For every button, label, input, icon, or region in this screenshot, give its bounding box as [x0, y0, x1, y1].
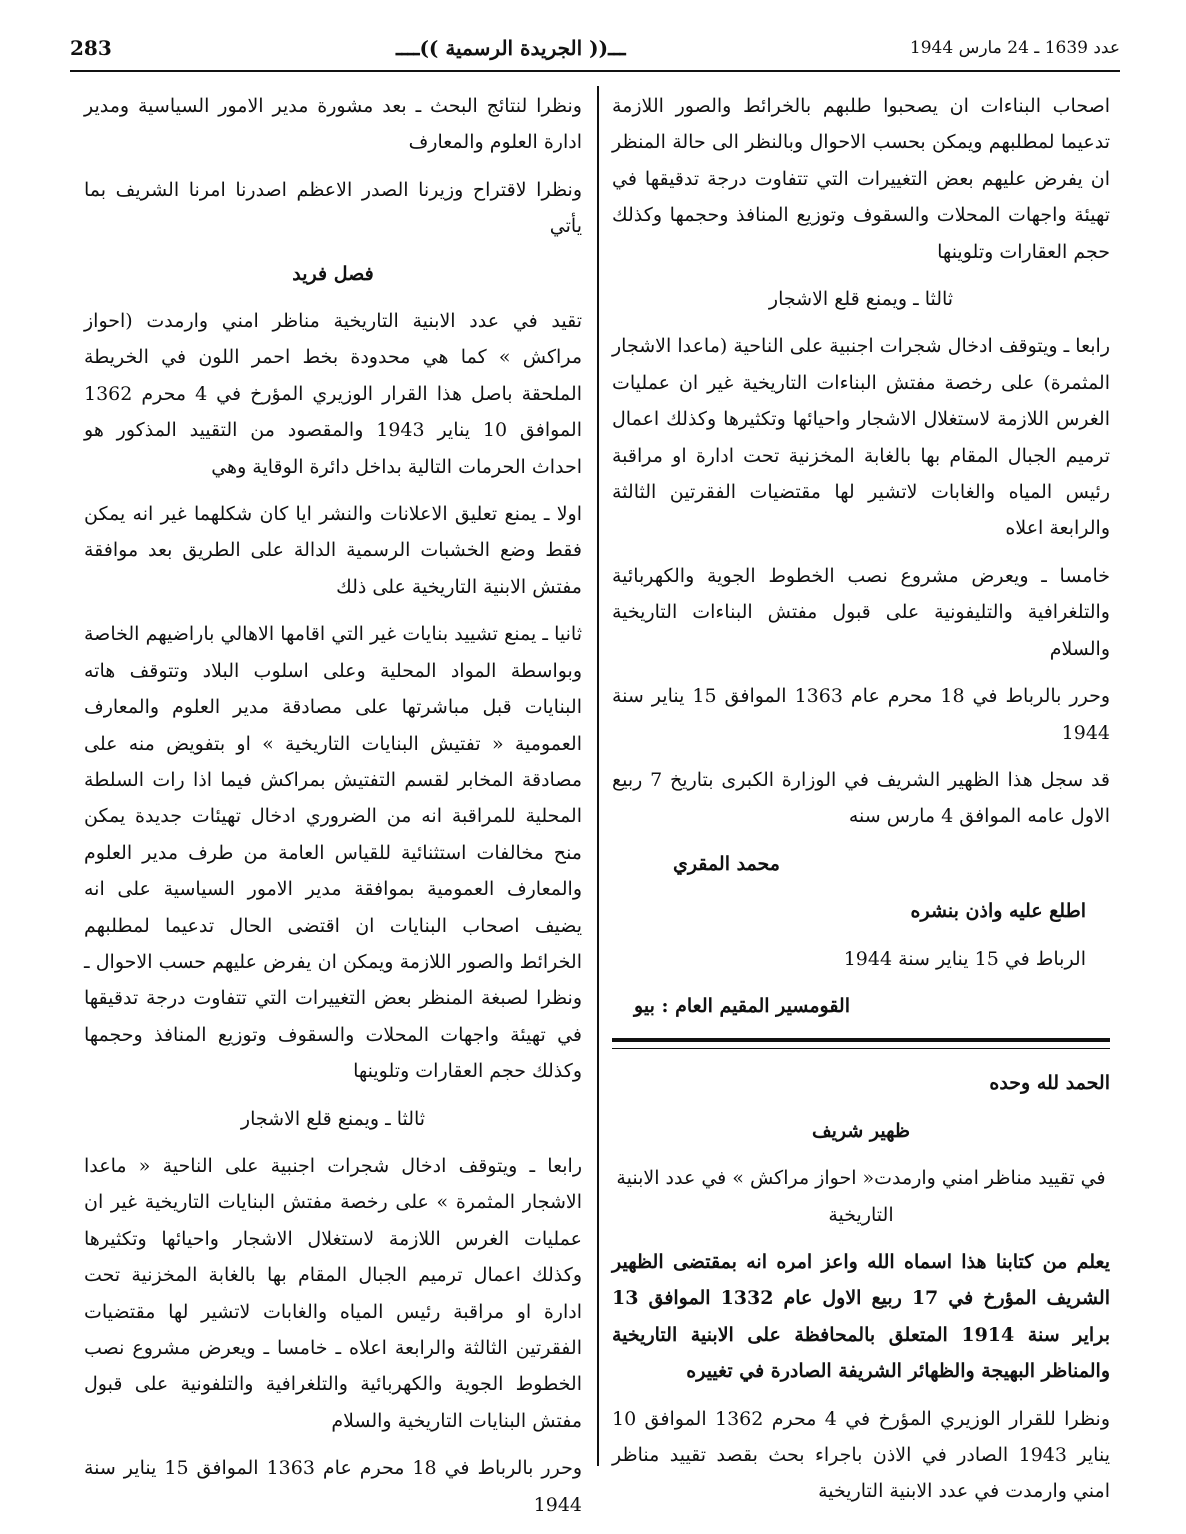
left-column	[84, 88, 582, 1534]
approval-line: اطلع عليه واذن بنشره	[910, 900, 1086, 923]
signature: محمد المقري	[672, 852, 780, 875]
paragraph: يعلم من كتابنا هذا اسماه الله واعز امره انه بمقتضى الظهير الشريف المؤرخ في 17 ربيع الاول عام 1332 الموافق 13 براير سنة 1914 المتعلق بالمحافظة على الابنية التاريخية والمناظر البهيجة والظهائر الشريفة الصادرة في تغييره	[612, 1250, 1110, 1383]
paragraph: ونظرا للقرار الوزيري المؤرخ في 4 محرم 1362 الموافق 10 يناير 1943 الصادر في الاذن باجراء بحث بقصد تقييد مناظر امني وارمدت في عدد الابنية التاريخية	[612, 1407, 1110, 1503]
resident-general: القومسير المقيم العام : بيو	[634, 994, 850, 1017]
page-header	[70, 28, 1120, 68]
approval-date: الرباط في 15 يناير سنة 1944	[843, 947, 1086, 970]
paragraph: تقيد في عدد الابنية التاريخية مناظر امني وارمدت (احواز مراكش » كما هي محدودة بخط احمر اللون في الخريطة الملحقة باصل هذا القرار الوزيري المؤرخ في 4 محرم 1362 الموافق 10 يناير 1943 والمقصود من التقييد المذكور هو احداث الحرمات التالية بداخل دائرة الوقاية وهي	[84, 310, 582, 478]
gazette-title: ـــ(( الجريدة الرسمية ))ــــ	[396, 36, 626, 60]
section-rule	[612, 1038, 1110, 1049]
paragraph: وحرر بالرباط في 18 محرم عام 1363 الموافق 15 يناير سنة 1944	[84, 1457, 582, 1516]
dahir-subtitle: في تقييد مناظر امني وارمدت« احواز مراكش » في عدد الابنية التاريخية	[616, 1167, 1106, 1226]
header-rule	[70, 70, 1120, 72]
paragraph: وحرر بالرباط في 18 محرم عام 1363 الموافق 15 يناير سنة 1944	[612, 685, 1110, 744]
column-divider	[597, 86, 599, 1466]
paragraph: ونظرا لنتائج البحث ـ بعد مشورة مدير الامور السياسية ومدير ادارة العلوم والمعارف	[84, 95, 582, 154]
section-heading: فصل فريد	[292, 262, 374, 285]
paragraph: رابعا ـ ويتوقف ادخال شجرات اجنبية على الناحية « ماعدا الاشجار المثمرة » على رخصة مفتش البنايات التاريخية غير ان عمليات الغرس اللازمة لاستغلال الاشجار واحيائها وتكثيرها وكذلك اعمال ترميم الجبال المقام بها بالغابة المخزنية تحت ادارة او مراقبة رئيس المياه والغابات لاتشير لها مقتضيات الفقرتين الثالثة والرابعة اعلاه ـ خامسا ـ ويعرض مشروع نصب الخطوط الجوية والكهربائية والتلغرافية والتلفونية على قبول مفتش البنايات التاريخية والسلام	[84, 1154, 582, 1432]
right-column	[612, 88, 1110, 1521]
paragraph: اولا ـ يمنع تعليق الاعلانات والنشر ايا كان شكلهما غير انه يمكن فقط وضع الخشبات الرسمية الدالة على الطريق بعد موافقة مفتش الابنية التاريخية على ذلك	[84, 503, 582, 598]
paragraph: ثالثا ـ ويمنع قلع الاشجار	[240, 1107, 426, 1130]
paragraph: اصحاب البناءات ان يصحبوا طلبهم بالخرائط والصور اللازمة تدعيما لمطلبهم ويمكن بحسب الاحوال وبالنظر الى حالة المنظر ان يفرض عليهم بعض التغييرات التي تتفاوت درجة تدقيقها في تهيئة واجهات المحلات والسقوف وتوزيع المنافذ وحجمها وكذلك حجم العقارات وتلوينها	[612, 95, 1110, 263]
paragraph: ونظرا لاقتراح وزيرنا الصدر الاعظم اصدرنا امرنا الشريف بما يأتي	[84, 178, 582, 238]
invocation: الحمد لله وحده	[989, 1072, 1110, 1095]
paragraph: ثالثا ـ ويمنع قلع الاشجار	[768, 288, 954, 311]
page-number: 283	[70, 36, 112, 60]
issue-info: عدد 1639 ـ 24 مارس 1944	[909, 38, 1120, 58]
paragraph: ثانيا ـ يمنع تشييد بنايات غير التي اقامها الاهالي باراضيهم الخاصة وبواسطة المواد المحلية وعلى اسلوب البلاد وتتوقف هاته البنايات قبل مباشرتها على مصادقة مدير العلوم والمعارف العمومية « تفتيش البنايات التاريخية » او بتفويض منه على مصادقة المخابر لقسم التفتيش بمراكش فيما اذا رات السلطة المحلية للمراقبة انه من الضروري ادخال تهيئات جديدة يمكن منح مخالفات استثنائية للقياس العامة من طرف مدير العلوم والمعارف العمومية بموافقة مدير الامور السياسية على انه يضيف اصحاب البنايات ان اقتضى الحال تدعيما لمطلبهم الخرائط والصور اللازمة ويمكن ان يفرض عليهم حسب الاحوال ـ ونظرا لصبغة المنظر بعض التغييرات التي تتفاوت درجة تدقيقها في تهيئة واجهات المحلات والسقوف وتوزيع المنافذ وحجمها وكذلك حجم العقارات وتلوينها	[84, 623, 582, 1083]
paragraph: خامسا ـ ويعرض مشروع نصب الخطوط الجوية والكهربائية والتلغرافية والتليفونية على قبول مفتش البناءات التاريخية والسلام	[612, 564, 1110, 660]
paragraph: رابعا ـ ويتوقف ادخال شجرات اجنبية على الناحية (ماعدا الاشجار المثمرة) على رخصة مفتش البناءات التاريخية غير ان عمليات الغرس اللازمة لاستغلال الاشجار واحيائها وتكثيرها وكذلك اعمال ترميم الجبال المقام بها بالغابة المخزنية تحت ادارة او مراقبة رئيس المياه والغابات لاتشير لها مقتضيات الفقرتين الثالثة والرابعة اعلاه	[612, 335, 1110, 540]
dahir-title: ظهير شريف	[811, 1119, 911, 1142]
paragraph: قد سجل هذا الظهير الشريف في الوزارة الكبرى بتاريخ 7 ربيع الاول عامه الموافق 4 مارس سنه	[612, 768, 1110, 828]
